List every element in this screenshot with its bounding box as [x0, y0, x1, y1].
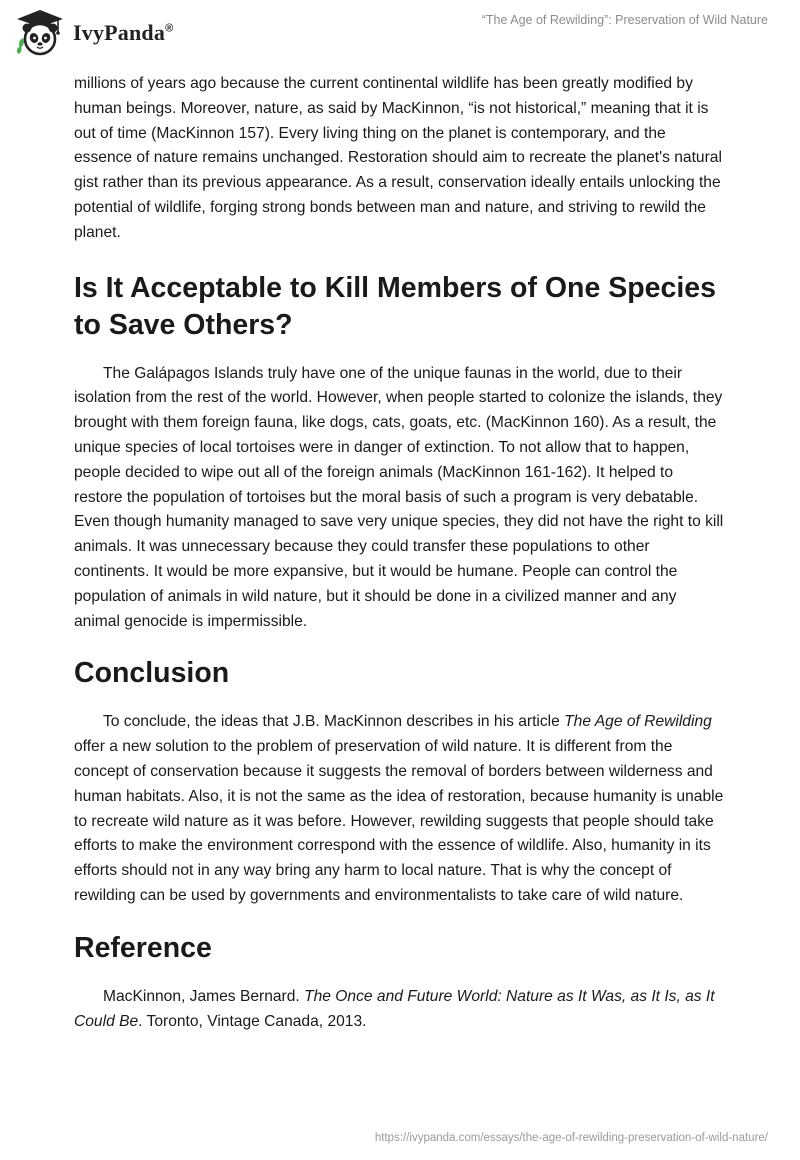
kill-species-paragraph: The Galápagos Islands truly have one of the unique faunas in the world, due to their isolation from the rest of the world. However, when people started to colonize the islands, they brought with them foreign fauna, like dogs, cats, goats, etc. (MacKinnon 160). As a result, the unique species of local tortoises were in danger of extinction. To not allow that to happen, people decided to wipe out all of the foreign animals (MacKinnon 161-162). It helped to restore the population of tortoises but the moral basis of such a program is very debatable. Even though humanity managed to save very unique species, they did not have the right to kill animals. It was unnecessary because they could transfer these populations to other continents. It would be more expansive, but it would be humane. People can control the population of animals in wild nature, but it should be done in a civilized manner and any animal genocide is impermissible.: [74, 364, 724, 630]
reference-entry: [74, 985, 724, 1035]
article-title: The Age of Rewilding: [564, 713, 712, 731]
page-header: [0, 0, 800, 72]
intro-paragraph: millions of years ago because the current continental wildlife has been greatly modified by human beings. Moreover, nature, as said by MacKinnon, “is not historical,” meaning that it is out of time (MacKinnon 157). Every living thing on the planet is contemporary, and the essence of nature remains unchanged. Restoration should aim to recreate the planet's natural gist rather than its previous appearance. As a result, conservation ideally entails unlocking the potential of wildlife, forging strong bonds between man and nature, and striving to rewild the planet.: [74, 75, 722, 241]
essay-content: [74, 72, 724, 1034]
panda-graduate-icon: [14, 8, 66, 58]
section-heading-reference: Reference: [74, 931, 212, 964]
section-heading-kill-species: Is It Acceptable to Kill Members of One Species to Save Others?: [74, 271, 716, 341]
reference-book-title: The Once and Future World: Nature as It Was, as It Is, as It Could Be: [74, 987, 715, 1030]
ivypanda-logo[interactable]: [14, 8, 173, 58]
reference-publisher: . Toronto, Vintage Canada, 2013.: [138, 1012, 367, 1030]
conclusion-text-end: offer a new solution to the problem of preservation of wild nature. It is different from the concept of conservation because it suggests the removal of borders between wilderness and human habitats. Also, it is not the same as the idea of restoration, because humanity is unable to recreate wild nature as it was before. However, rewilding suggests that people should take efforts to make the environment correspond with the essence of wildlife. Also, humanity in its efforts should not in any way bring any harm to local nature. That is why the concept of rewilding can be used by governments and environmentalists to take care of wild nature.: [74, 738, 724, 904]
section-heading-conclusion: Conclusion: [74, 657, 230, 690]
reference-author: MacKinnon, James Bernard.: [103, 987, 305, 1005]
registered-mark: ®: [165, 22, 174, 35]
essay-title: “The Age of Rewilding”: Preservation of Wild Nature: [481, 13, 768, 27]
conclusion-text-start: To conclude, the ideas that J.B. MacKinnon describes in his article: [103, 713, 565, 731]
source-url-link[interactable]: https://ivypanda.com/essays/the-age-of-rewilding-preservation-of-wild-nature/: [374, 1132, 768, 1144]
conclusion-paragraph: [74, 710, 724, 908]
logo-wordmark: IvyPanda®: [73, 20, 174, 45]
